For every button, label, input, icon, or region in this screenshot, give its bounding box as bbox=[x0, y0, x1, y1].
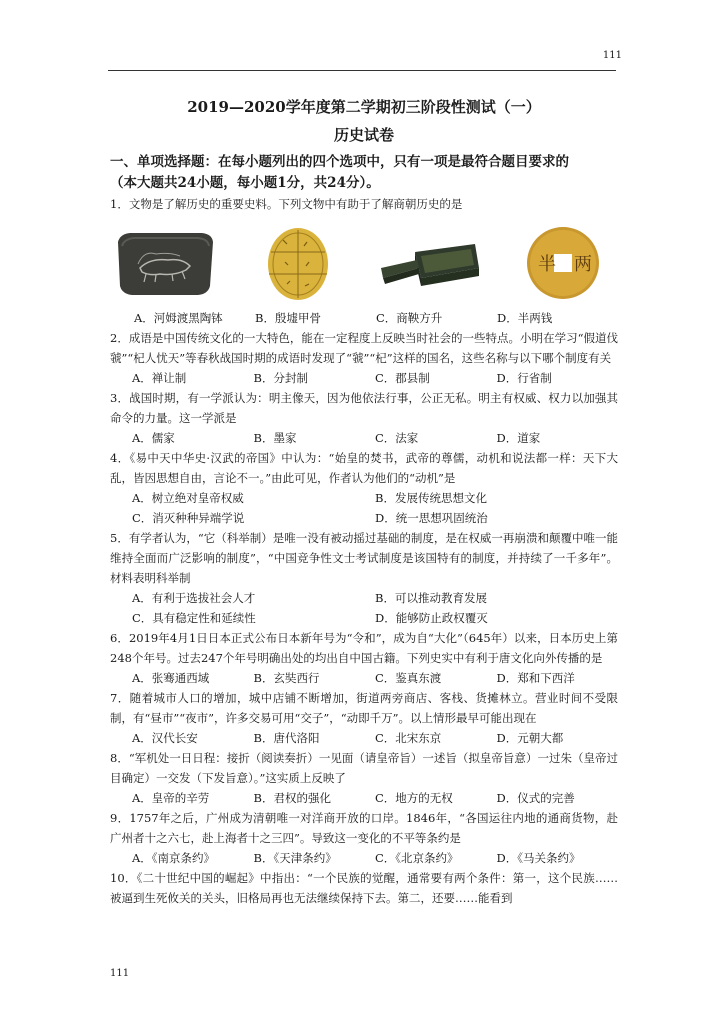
question-2-options bbox=[110, 368, 618, 388]
coin-glyph-ban: 半 bbox=[537, 254, 556, 275]
page-number-bottom: 111 bbox=[110, 968, 130, 979]
option-b: B．《天津条约》 bbox=[253, 851, 337, 865]
option-c: C．法家 bbox=[375, 431, 419, 445]
option-b: B．发展传统思想文化 bbox=[375, 491, 487, 505]
option-d: D．元朝大都 bbox=[496, 731, 564, 745]
coin-glyph-liang: 两 bbox=[573, 254, 592, 275]
option-b: B．唐代洛阳 bbox=[253, 731, 320, 745]
option-d: D．统一思想巩固统治 bbox=[375, 511, 488, 525]
option-b: B．玄奘西行 bbox=[253, 671, 320, 685]
header-rule bbox=[108, 70, 616, 71]
question-4-options-row2 bbox=[110, 508, 618, 528]
oracle-bone-image bbox=[243, 224, 353, 302]
option-c: C．郡县制 bbox=[375, 371, 430, 385]
question-5-options-row1 bbox=[110, 588, 618, 608]
option-a: A．树立绝对皇帝权威 bbox=[132, 491, 244, 505]
option-a: A．禅让制 bbox=[132, 371, 187, 385]
question-3-stem: 3．战国时期，有一学派认为：明主像天，因为他依法行事，公正无私。明主有权威、权力以加强其命令的力量。这一学派是 bbox=[110, 391, 618, 425]
question-5-options-row2 bbox=[110, 608, 618, 628]
black-pottery-bowl-image bbox=[110, 224, 220, 302]
option-a: A．《南京条约》 bbox=[132, 851, 216, 865]
option-a: A．河姆渡黑陶钵 bbox=[134, 311, 223, 325]
shang-yang-fangsheng-image bbox=[375, 224, 485, 302]
option-c: C．具有稳定性和延续性 bbox=[132, 611, 256, 625]
banliang-coin-image bbox=[508, 224, 618, 302]
option-d: D．《马关条约》 bbox=[496, 851, 581, 865]
question-8-options bbox=[110, 788, 618, 808]
section-heading bbox=[110, 152, 618, 194]
option-a: A．有利于选拔社会人才 bbox=[132, 591, 256, 605]
question-3-options bbox=[110, 428, 618, 448]
question-9-options bbox=[110, 848, 618, 868]
exam-subtitle: 历史试卷 bbox=[333, 126, 394, 144]
page-number-top: 111 bbox=[602, 50, 622, 61]
option-d: D．行省制 bbox=[496, 371, 552, 385]
option-d: D．半两钱 bbox=[497, 311, 553, 325]
question-4-stem: 4．《易中天中华史·汉武的帝国》中认为：“始皇的焚书，武帝的尊儒，动机和说法都一样：天下大乱，皆因思想自由，言论不一。”由此可见，作者认为他们的“动机”是 bbox=[110, 451, 618, 485]
option-c: C．地方的无权 bbox=[375, 791, 453, 805]
option-d: D．能够防止政权覆灭 bbox=[375, 611, 488, 625]
section-heading-line1: 一、单项选择题：在每小题列出的四个选项中，只有一项是最符合题目要求的 bbox=[110, 154, 569, 170]
option-d: D．郑和下西洋 bbox=[496, 671, 575, 685]
question-1-images bbox=[110, 220, 618, 306]
option-a: A．汉代长安 bbox=[132, 731, 198, 745]
question-1-stem: 1．文物是了解历史的重要史料。下列文物中有助于了解商朝历史的是 bbox=[110, 197, 463, 211]
option-b: B．分封制 bbox=[253, 371, 308, 385]
question-1-options bbox=[110, 308, 618, 328]
exam-content bbox=[110, 80, 618, 908]
option-b: B．可以推动教育发展 bbox=[375, 591, 487, 605]
option-c: C．鉴真东渡 bbox=[375, 671, 442, 685]
option-c: C．消灭种种异端学说 bbox=[132, 511, 245, 525]
option-b: B．殷墟甲骨 bbox=[255, 311, 321, 325]
section-heading-line2: （本大题共24小题，每小题1分，共24分）。 bbox=[110, 175, 380, 191]
question-7-options bbox=[110, 728, 618, 748]
exam-title: 2019—2020学年度第二学期初三阶段性测试（一） bbox=[187, 98, 541, 116]
option-d: D．仪式的完善 bbox=[496, 791, 575, 805]
question-7-stem: 7．随着城市人口的增加，城中店铺不断增加，街道两旁商店、客栈、货摊林立。营业时间不受限制，有“昼市”“夜市”，许多交易可用“交子”，“动即千万”。以上情形最早可能出现在 bbox=[110, 691, 618, 725]
option-b: B．墨家 bbox=[253, 431, 297, 445]
question-4-options-row1 bbox=[110, 488, 618, 508]
question-5-stem: 5．有学者认为，“它（科举制）是唯一没有被动摇过基础的制度，是在权威一再崩溃和颠覆中唯一能维持全面而广泛影响的制度”，“中国竞争性文士考试制度是该国特有的制度，并持续了一千多年”。材料表明科举制 bbox=[110, 531, 618, 585]
option-a: A．儒家 bbox=[132, 431, 175, 445]
option-a: A．张骞通西域 bbox=[132, 671, 210, 685]
option-c: C．商鞅方升 bbox=[376, 311, 443, 325]
option-b: B．君权的强化 bbox=[253, 791, 331, 805]
option-d: D．道家 bbox=[496, 431, 541, 445]
option-c: C．《北京条约》 bbox=[375, 851, 459, 865]
question-10-stem: 10．《二十世纪中国的崛起》中指出：“一个民族的觉醒，通常要有两个条件：第一，这个民族……被逼到生死攸关的关头，旧格局再也无法继续保持下去。第二，还要……能看到 bbox=[110, 871, 618, 905]
option-c: C．北宋东京 bbox=[375, 731, 442, 745]
question-6-options bbox=[110, 668, 618, 688]
question-9-stem: 9．1757年之后，广州成为清朝唯一对洋商开放的口岸。1846年，“各国运往内地的通商货物，赴广州者十之六七，赴上海者十之三四”。导致这一变化的不平等条约是 bbox=[110, 811, 618, 845]
question-6-stem: 6．2019年4月1日日本正式公布日本新年号为“令和”，成为自“大化”（645年）以来，日本历史上第248个年号。过去247个年号明确出处的均出自中国古籍。下列史实中有利于唐文化向外传播的是 bbox=[110, 631, 618, 665]
question-2-stem: 2．成语是中国传统文化的一大特色，能在一定程度上反映当时社会的一些特点。小明在学习“假道伐虢”“杞人忧天”等春秋战国时期的成语时发现了“虢”“杞”这样的国名，这些名称与以下哪个制度有关 bbox=[110, 331, 618, 365]
option-a: A．皇帝的辛劳 bbox=[132, 791, 210, 805]
question-8-stem: 8．“军机处一日日程：接折（阅读奏折）一见面（请皇帝旨）一述旨（拟皇帝旨意）一过朱（皇帝过目确定）一交发（下发旨意）。”这实质上反映了 bbox=[110, 751, 618, 785]
